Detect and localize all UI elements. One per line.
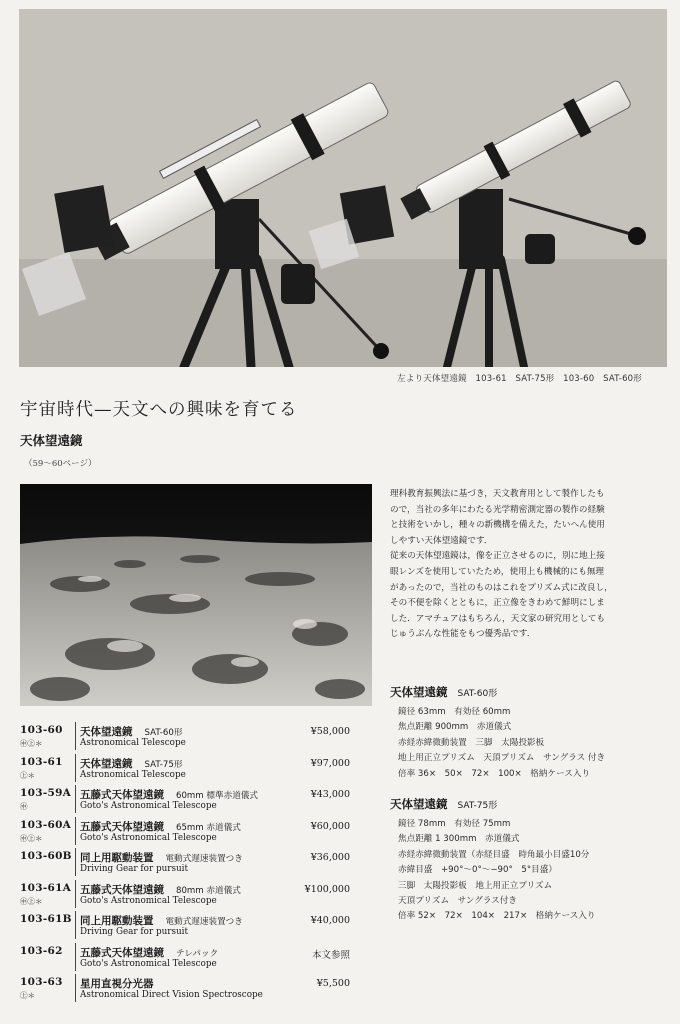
item-name-jp [80, 787, 258, 802]
divider [75, 848, 76, 876]
item-code: 103-62 [20, 944, 63, 957]
item-name-jp [80, 819, 241, 834]
item-name: 星用直視分光器 [80, 978, 154, 990]
spec-line: 鏡径 78mm 有効径 75mm [398, 819, 511, 829]
item-name-jp [80, 945, 218, 960]
item-mark: ㊥㊤＊ [20, 833, 43, 843]
item-price: ¥5,500 [316, 978, 350, 989]
spec-line: 焦点距離 1 300mm 赤道儀式 [398, 834, 520, 845]
item-name-jp [80, 976, 166, 991]
divider [75, 974, 76, 1002]
item-name: 同上用駆動装置 [80, 915, 154, 927]
description-line: ので，当社の多年にわたる光学精密測定器の製作の経験 [390, 504, 605, 515]
catalog-list [20, 724, 350, 1008]
catalog-row [20, 945, 350, 977]
spec-line: 倍率 36× 50× 72× 100× 格納ケース入り [398, 768, 591, 779]
divider [75, 880, 76, 908]
catalog-row [20, 756, 350, 788]
description-line: その不便を除くとともに，正立像をきわめて鮮明にしま [390, 598, 605, 609]
item-code: 103-60A [20, 818, 72, 831]
item-price: ¥97,000 [310, 757, 350, 769]
item-name-en: Astronomical Direct Vision Spectroscope [80, 990, 263, 1000]
spec-model: SAT-60形 [457, 689, 498, 699]
item-price: ¥60,000 [310, 820, 350, 832]
spec-line: 赤緯目盛 +90°〜0°〜−90° 5°目盛） [398, 865, 557, 876]
description-line: があったので，当社のものはこれをプリズム式に改良し， [390, 582, 613, 593]
spec-line: 赤経赤緯微動装置（赤経目盛 時角最小目盛10分 [398, 849, 590, 860]
item-price: ¥36,000 [310, 852, 350, 863]
description-line: じゅうぶんな性能をもつ優秀品です． [390, 629, 536, 640]
item-name-jp [80, 724, 182, 739]
item-code: 103-60B [20, 850, 72, 862]
catalog-row [20, 913, 350, 945]
spec-line: 倍率 52× 72× 104× 217× 格納ケース入り [398, 911, 596, 922]
catalog-row [20, 787, 350, 819]
item-sub: 80mm 赤道儀式 [176, 885, 241, 896]
item-mark: ㊥ [20, 802, 28, 811]
item-name-jp [80, 756, 182, 771]
item-name: 五藤式天体望遠鏡 [80, 946, 164, 959]
item-code: 103-63 [20, 976, 63, 988]
spec-line: 三脚 太陽投影板 地上用正立プリズム [398, 880, 553, 891]
moon-surface-photo [20, 484, 372, 706]
item-name-en: Goto's Astronomical Telescope [80, 801, 217, 811]
item-name: 同上用駆動装置 [80, 852, 154, 864]
item-name-en: Goto's Astronomical Telescope [80, 958, 217, 969]
item-sub: 電動式遅速装置つき [165, 917, 243, 927]
item-mark: ㊥㊤＊ [20, 739, 43, 748]
item-sub: 60mm 標準赤道儀式 [176, 791, 258, 801]
divider [75, 754, 76, 782]
item-sub: テレパック [176, 948, 219, 959]
item-code: 103-61A [20, 881, 72, 894]
catalog-row [20, 976, 350, 1008]
divider [75, 817, 76, 845]
item-sub: SAT-60形 [144, 728, 183, 738]
item-name: 天体望遠鏡 [80, 757, 133, 770]
catalog-row [20, 882, 350, 914]
item-name: 五藤式天体望遠鏡 [80, 789, 164, 801]
spec-title [390, 796, 660, 812]
spec-model: SAT-75形 [457, 801, 498, 811]
catalog-row [20, 850, 350, 882]
item-name: 五藤式天体望遠鏡 [80, 883, 164, 896]
spec-title-text: 天体望遠鏡 [390, 797, 448, 811]
item-name-en: Goto's Astronomical Telescope [80, 895, 217, 906]
item-name-en: Astronomical Telescope [80, 738, 186, 748]
description-line: 理科教育振興法に基づき，天文教育用として製作したも [390, 489, 605, 499]
description-line: した．アマチュアはもちろん，天文家の研究用としても [390, 613, 606, 624]
telescope-photo [19, 9, 667, 367]
spec-sat60 [390, 684, 660, 782]
item-name: 天体望遠鏡 [80, 726, 133, 738]
item-price: 本文参照 [311, 949, 350, 961]
spec-line: 地上用正立プリズム 天頂プリズム サングラス 付き [398, 753, 606, 764]
item-price: ¥43,000 [310, 789, 350, 800]
spec-title-text: 天体望遠鏡 [390, 685, 448, 699]
spec-sat75 [390, 796, 660, 925]
item-name-en: Goto's Astronomical Telescope [80, 832, 217, 843]
item-name: 五藤式天体望遠鏡 [80, 820, 164, 833]
page-reference: （59〜60ページ） [24, 459, 97, 469]
spec-line: 焦点距離 900mm 赤道儀式 [398, 722, 512, 733]
item-name-en: Astronomical Telescope [80, 769, 186, 780]
divider [75, 722, 76, 750]
photo-caption: 左より天体望遠鏡 103-61 SAT-75形 103-60 SAT-60形 [397, 374, 642, 384]
item-name-jp [80, 913, 243, 928]
item-code: 103-61B [20, 913, 72, 925]
section-title: 天体望遠鏡 [20, 433, 83, 448]
catalog-row [20, 819, 350, 851]
item-name-jp [80, 882, 241, 897]
item-name-jp [80, 850, 243, 865]
item-sub: SAT-75形 [144, 759, 183, 770]
spec-line: 天頂プリズム サングラス付き [398, 896, 517, 907]
item-code: 103-61 [20, 755, 63, 768]
divider [75, 943, 76, 971]
headline: 宇宙時代—天文への興味を育てる [20, 400, 298, 420]
item-price: ¥58,000 [310, 726, 350, 737]
item-code: 103-60 [20, 724, 63, 736]
divider [75, 785, 76, 813]
item-price: ¥100,000 [304, 883, 350, 895]
item-mark: ㊥㊤＊ [20, 896, 43, 906]
spec-line: 鏡径 63mm 有効径 60mm [398, 707, 511, 717]
description-line: 従来の天体望遠鏡は，像を正立させるのに，別に地上接 [390, 551, 605, 562]
description-line: しやすい天体望遠鏡です． [390, 535, 493, 546]
item-mark: ㊤＊ [20, 770, 35, 780]
catalog-row [20, 724, 350, 756]
item-sub: 電動式遅速装置つき [165, 854, 243, 864]
item-name-en: Driving Gear for pursuit [80, 864, 189, 874]
spec-title [390, 684, 660, 700]
item-sub: 65mm 赤道儀式 [176, 822, 241, 833]
item-code: 103-59A [20, 787, 72, 799]
description-line: 眼レンズを使用していたため，使用上も機械的にも無理 [390, 566, 605, 577]
description [390, 487, 642, 643]
item-mark: ㊤＊ [20, 991, 35, 1000]
item-price: ¥40,000 [310, 915, 350, 926]
description-line: と技術をいかし，種々の新機構を備えた，たいへん使用 [390, 520, 605, 531]
item-name-en: Driving Gear for pursuit [80, 927, 189, 937]
spec-line: 赤経赤緯微動装置 三脚 太陽投影板 [398, 737, 545, 748]
divider [75, 911, 76, 939]
